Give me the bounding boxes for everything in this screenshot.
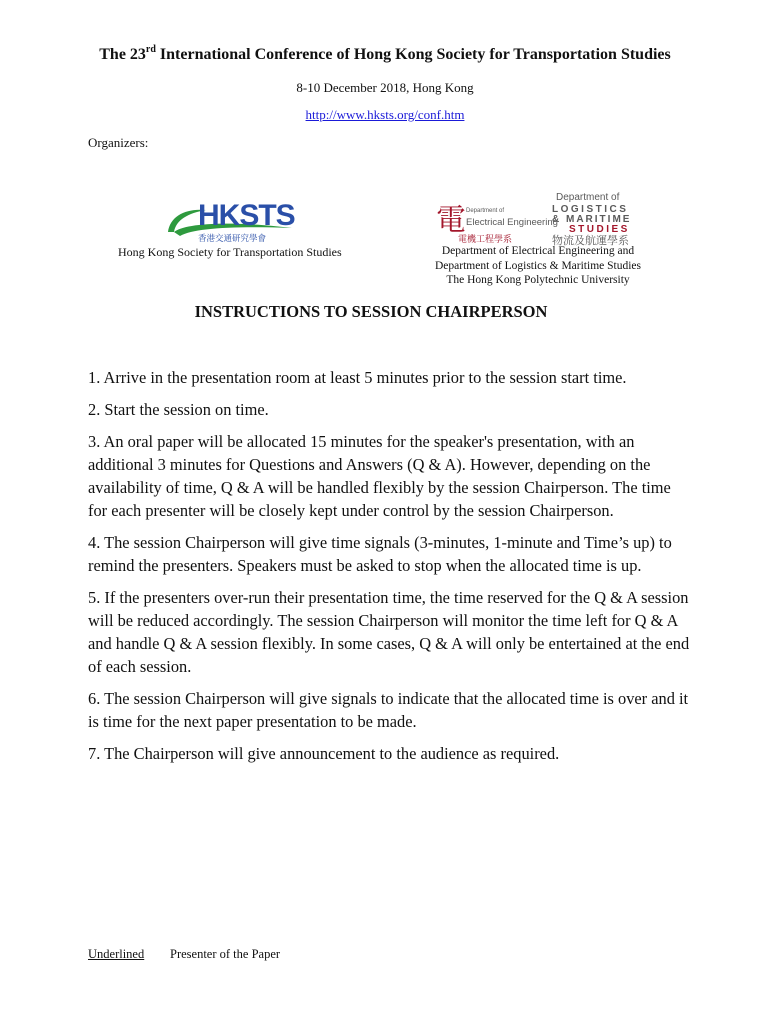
section-heading: INSTRUCTIONS TO SESSION CHAIRPERSON [194,302,548,321]
title-rest: International Conference of Hong Kong Society for Transportation Studies [155,46,671,63]
organizers-label: Organizers: [88,135,149,150]
instruction-item: 4. The session Chairperson will give time signals (3-minutes, 1-minute and Time’s up) to remind the presenters. Speakers must be asked to stop when the allocated time is up. [88,533,672,575]
instructions-list [88,366,692,774]
instruction-item: 7. The Chairperson will give announcement to the audience as required. [88,744,560,763]
polyu-department-logos [434,190,644,246]
footnote-definition: Presenter of the Paper [170,947,281,961]
ee-name: Electrical Engineering [466,217,558,228]
conference-title [0,44,770,64]
conference-date: 8-10 December 2018, Hong Kong [296,80,474,95]
instruction-item: 1. Arrive in the presentation room at least 5 minutes prior to the session start time. [88,368,627,387]
lms-line1: LOGISTICS [552,204,629,215]
ee-chinese-name: 電機工程學系 [458,235,513,245]
instruction-item: 5. If the presenters over-run their presentation time, the time reserved for the Q & A session will be reduced accordingly. The session Chairperson will monitor the time left for Q & A and handle Q & A session flexibly. In some cases, Q & A will only be entertained at the end of each session. [88,588,690,676]
polyu-caption [420,244,656,288]
polyu-caption-line2: Department of Logistics & Maritime Studies [434,259,641,272]
lms-dept-label: Department of [556,192,620,203]
lms-line2: & MARITIME [552,214,632,225]
polyu-caption-line3: The Hong Kong Polytechnic University [446,274,630,286]
instruction-item: 6. The session Chairperson will give signals to indicate that the allocated time is over and it is time for the next paper presentation to be made. [88,689,689,731]
footnote [88,947,280,962]
instruction-item: 3. An oral paper will be allocated 15 minutes for the speaker's presentation, with an additional 3 minutes for Questions and Answers (Q & A). However, depending on the availability of time, Q & A will be handled flexibly by the session Chairperson. The time for each presenter will be closely kept under control by the session Chairperson. [88,432,671,520]
logistics-maritime-logo [552,192,631,246]
conference-link[interactable]: http://www.hksts.org/conf.htm [305,107,465,122]
footnote-term: Underlined [88,947,145,961]
electrical-engineering-logo [436,203,558,245]
instruction-item: 2. Start the session on time. [88,400,269,419]
lms-chinese-name: 物流及航運學系 [552,234,629,246]
hksts-logo [164,194,298,244]
hksts-caption: Hong Kong Society for Transportation Studies [118,245,342,259]
ee-small-label: Department of [466,208,505,214]
hksts-logo-text: HKSTS [198,199,295,232]
title-superscript: rd [145,44,156,55]
title-prefix: The 23 [99,46,146,63]
polyu-caption-line1: Department of Electrical Engineering and [441,245,635,257]
lightning-character-icon: 電 [436,203,466,238]
lms-line3: STUDIES [569,224,630,235]
hksts-logo-chinese: 香港交通研究學會 [198,234,267,244]
